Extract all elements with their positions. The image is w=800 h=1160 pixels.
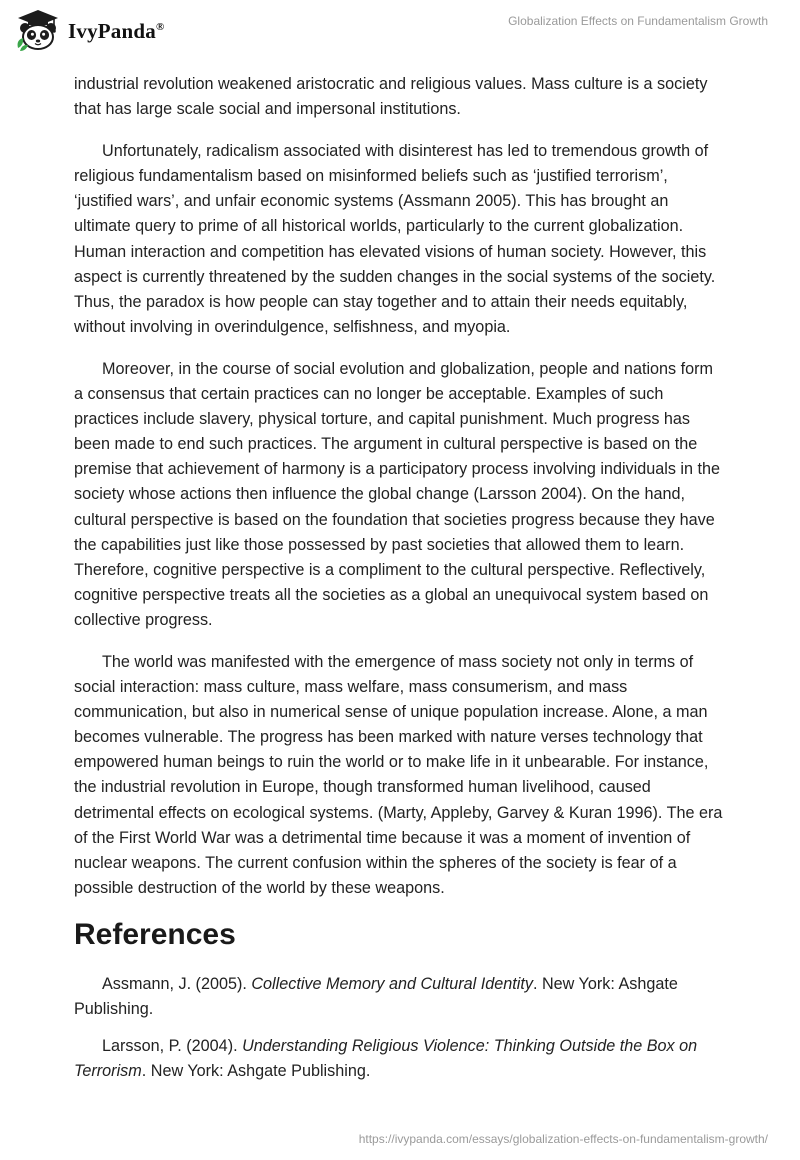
reference-author: Assmann, J. (2005). (102, 974, 252, 993)
reference-title: Collective Memory and Cultural Identity (251, 974, 533, 993)
body-paragraph-4: The world was manifested with the emergence of mass society not only in terms of social interaction: mass culture, mass welfare, mass consumerism, and mass communication, but also in numerical sense of unique population increase. Alone, a man becomes vulnerable. The progress has been marked with nature verses technology that empowered human beings to ruin the world or to make life in it unbearable. For instance, the industrial revolution in Europe, though transformed human livelihood, caused detrimental effects on ecological systems. (Marty, Appleby, Garvey & Kuran 1996). The era of the First World War was a detrimental time because it was a moment of invention of nuclear weapons. The current confusion within the spheres of the society is fear of a possible destruction of the world by these weapons. (74, 652, 723, 897)
body-paragraph-2: Unfortunately, radicalism associated with disinterest has led to tremendous growth of religious fundamentalism based on misinformed beliefs such as ‘justified terrorism’, ‘justified wars’, and unfair economic systems (Assmann 2005). This has brought an ultimate query to prime of all historical worlds, particularly to the current globalization. Human interaction and competition has elevated visions of human society. However, this aspect is currently threatened by the sudden changes in the social systems of the society. Thus, the paradox is how people can stay together and to attain their needs equitably, without involving in overindulgence, selfishness, and myopia. (74, 142, 716, 336)
source-url-link[interactable]: https://ivypanda.com/essays/globalization-effects-on-fundamentalism-growth/ (358, 1132, 768, 1146)
essay-content (74, 72, 724, 1096)
ivypanda-logo[interactable] (14, 8, 164, 52)
body-paragraph-3: Moreover, in the course of social evolution and globalization, people and nations form a consensus that certain practices can no longer be acceptable. Examples of such practices include slavery, physical torture, and capital punishment. Much progress has been made to end such practices. The argument in cultural perspective is based on the premise that achievement of harmony is a participatory process involving individuals in the society whose actions then influence the global change (Larsson 2004). On the hand, cultural perspective is based on the foundation that societies progress because they have the capabilities just like those possessed by past societies that allowed them to learn. Therefore, cognitive perspective is a compliment to the cultural perspective. Reflectively, cognitive perspective treats all the societies as a global an unequivocal system based on collective progress. (74, 359, 721, 629)
reference-item-1 (74, 972, 724, 1022)
page-header (0, 0, 800, 64)
references-heading: References (74, 917, 236, 951)
body-paragraph-1: industrial revolution weakened aristocratic and religious values. Mass culture is a society that has large scale social and impersonal institutions. (74, 75, 708, 119)
logo-wordmark: IvyPanda® (68, 18, 165, 43)
reference-author: Larsson, P. (2004). (102, 1036, 243, 1055)
reference-item-2 (74, 1034, 724, 1084)
panda-mascot-icon (14, 8, 62, 52)
reference-title: Understanding Religious Violence: Thinking Outside the Box on Terrorism (74, 1036, 698, 1080)
reference-publisher: . New York: Ashgate Publishing. (141, 1061, 371, 1080)
registered-mark: ® (155, 20, 165, 33)
document-title: Globalization Effects on Fundamentalism Growth (508, 14, 768, 28)
reference-publisher: . New York: Ashgate Publishing. (74, 974, 678, 1018)
